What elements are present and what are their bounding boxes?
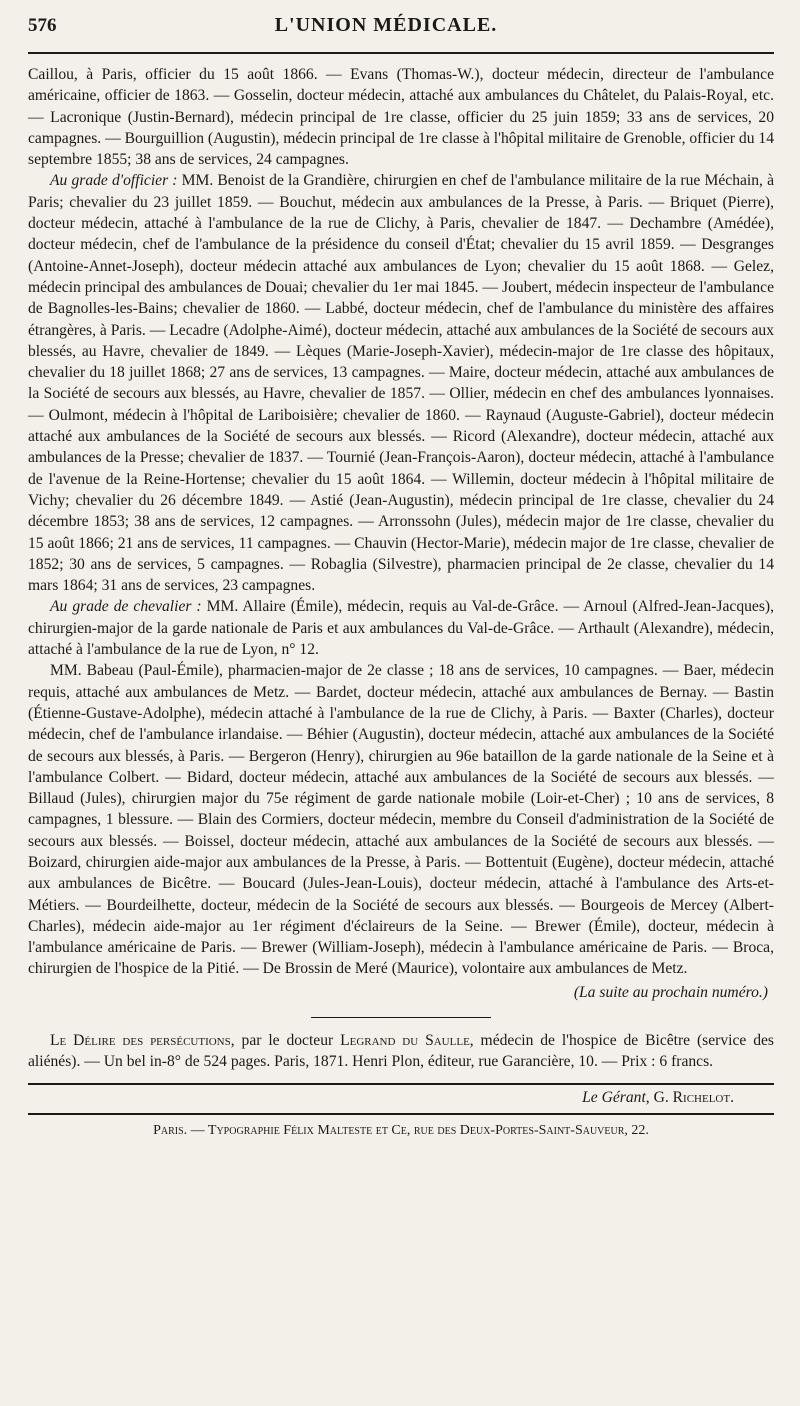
paragraph-officiers-text: MM. Benoist de la Grandière, chirurgien en chef de l'ambulance militaire de la rue Méchain, à Paris; chevalier du 23 juillet 1859. — Bouchut, médecin aux ambulances de la Presse, à Paris. — Briquet (Pierre), docteur médecin, attaché à l'ambulance de la rue de Clichy, à Paris, chevalier de 1847. — Dechambre (Amédée), docteur médecin, chef de l'ambulance de la présidence du conseil d'État; chevalier du 15 avril 1859. — Desgranges (Antoine-Annet-Joseph), docteur médecin attaché aux ambulances de Lyon; chevalier du 15 août 1868. — Gelez, médecin principal des ambulances de Douai; chevalier du 1er mai 1845. — Joubert, médecin inspecteur de l'ambulance de Bagnolles-les-Bains; chevalier de 1860. — Labbé, docteur médecin, chef de l'ambulance du ministère des affaires étrangères, à Paris. — Lecadre (Adolphe-Aimé), docteur médecin, attaché aux ambulances de la Société de secours aux blessés, au Havre, chevalier de 1849. — Lèques (Marie-Joseph-Xavier), médecin-major de 1re classe des hôpitaux, chevalier du 18 juillet 1868; 27 ans de services, 13 campagnes. — Maire, docteur médecin, attaché aux ambulances de la Société de secours aux blessés, au Havre, chevalier de 1857. — Ollier, médecin en chef des ambulances lyonnaises. — Oulmont, médecin à l'hôpital de Lariboisière; chevalier de 1860. — Raynaud (Auguste-Gabriel), docteur médecin attaché aux ambulances de la Société de secours aux blessés. — Ricord (Alexandre), docteur médecin, attaché aux ambulances de la Presse; chevalier de 1837. — Tournié (Jean-François-Aaron), docteur médecin, attaché à l'ambulance de l'avenue de la Reine-Hortense; chevalier du 15 août 1864. — Willemin, docteur médecin à l'hôpital militaire de Vichy; chevalier du 26 décembre 1849. — Astié (Jean-Augustin), médecin principal de 1re classe, chevalier du 24 décembre 1853; 38 ans de services, 12 campagnes. — Arronssohn (Jules), médecin major de 1re classe, chevalier du 15 août 1866; 21 ans de services, 11 campagnes. — Chauvin (Hector-Marie), médecin major de 1re classe, chevalier de 1852; 30 ans de services, 5 campagnes. — Robaglia (Silvestre), pharmacien principal de 2e classe, chevalier du 14 mars 1864; 31 ans de services, 23 campagnes. [28, 172, 774, 595]
paragraph-chevaliers-text: MM. Allaire (Émile), médecin, requis au Val-de-Grâce. — Arnoul (Alfred-Jean-Jacques), chirurgien-major de la garde nationale de Paris et aux ambulances du Val-de-Grâce. — Arthault (Alexandre), médecin, attaché à l'ambulance de la rue de Lyon, n° 12. [28, 598, 774, 659]
gerant-label: Le Gérant, [582, 1088, 650, 1106]
paragraph-chevaliers-suite: MM. Babeau (Paul-Émile), pharmacien-major de 2e classe ; 18 ans de services, 10 campagnes. — Baer, médecin requis, attaché aux ambulances de Metz. — Bardet, docteur médecin, attaché aux ambulances de Bernay. — Bastin (Étienne-Gustave-Adolphe), médecin attaché à l'ambulance de la rue de Clichy, à Paris. — Baxter (Charles), docteur médecin, chef de l'ambulance irlandaise. — Béhier (Augustin), docteur médecin, attaché aux ambulances de la Société de secours aux blessés, à Paris. — Bergeron (Henry), chirurgien au 96e bataillon de la garde nationale de la Seine et à l'ambulance Colbert. — Bidard, docteur médecin, attaché aux ambulances de la Société de secours aux blessés. — Billaud (Jules), chirurgien major du 75e régiment de garde nationale mobile (Loir-et-Cher) ; 10 ans de services, 8 campagnes, 1 blessure. — Blain des Cormiers, docteur médecin, membre du Conseil d'administration de la Société de secours aux blessés. — Boissel, docteur médecin, attaché aux ambulances de la Société de secours aux blessés. — Boizard, chirurgien aide-major aux ambulances de la Presse, à Paris. — Bottentuit (Eugène), docteur médecin, attaché aux ambulances de Bicêtre. — Boucard (Jules-Jean-Louis), docteur médecin, attaché à l'ambulance des Arts-et-Métiers. — Bourdeilhette, docteur, médecin de la Société de secours aux blessés. — Bourgeois de Mercey (Albert-Charles), médecin aide-major au 1er régiment d'éclaireurs de la Seine. — Brewer (Émile), docteur, médecin à l'ambulance américaine de Paris. — Brewer (William-Joseph), médecin à l'ambulance américaine de Paris. — Broca, chirurgien de l'hospice de la Pitié. — De Brossin de Meré (Maurice), volontaire aux ambulances de Metz. [28, 662, 774, 978]
book-notice-text-a: par le docteur [234, 1032, 341, 1050]
page-number: 576 [28, 15, 57, 36]
section-divider [311, 1017, 491, 1018]
footer-rule-top [28, 1083, 774, 1085]
running-header [28, 14, 774, 44]
grade-heading-chevalier: Au grade de chevalier : [50, 598, 202, 616]
continued-note: (La suite au prochain numéro.) [573, 983, 768, 1001]
gerant-line [28, 1089, 734, 1107]
book-author: Legrand du Saulle, [340, 1032, 474, 1050]
grade-heading-officier: Au grade d'officier : [50, 172, 178, 190]
paragraph-commandeurs: Caillou, à Paris, officier du 15 août 1866. — Evans (Thomas-W.), docteur médecin, directeur de l'ambulance américaine, officier de 1863. — Gosselin, docteur médecin, attaché aux ambulances du Châtelet, du Palais-Royal, etc. — Lacronique (Justin-Bernard), médecin principal de 1re classe, officier du 25 juin 1859; 33 ans de services, 20 campagnes. — Bourguillion (Augustin), médecin principal de 1re classe à l'hôpital militaire de Grenoble, officier du 14 septembre 1855; 38 ans de services, 24 campagnes. [28, 66, 774, 169]
paragraph-officiers [28, 170, 774, 596]
article-body [28, 64, 774, 1003]
book-notice [28, 1030, 774, 1073]
running-title: L'UNION MÉDICALE. [274, 14, 498, 36]
paragraph-chevaliers [28, 596, 774, 660]
book-title: Le Délire des persécutions, [50, 1032, 235, 1050]
footer-rule-bottom [28, 1113, 774, 1115]
header-rule [28, 52, 774, 54]
book-notice-text-b: médecin de l'hospice de Bicêtre (service des aliénés). — Un bel in-8° de 524 pages. Paris, 1871. Henri Plon, éditeur, rue Garancière, 10. — Prix : 6 francs. [28, 1032, 774, 1071]
printer-text: Paris. — Typographie Félix Malteste et Ce, rue des Deux-Portes-Saint-Sauveur, 22. [153, 1122, 649, 1138]
gerant-name: G. Richelot. [653, 1088, 734, 1106]
printer-imprint [28, 1123, 774, 1139]
